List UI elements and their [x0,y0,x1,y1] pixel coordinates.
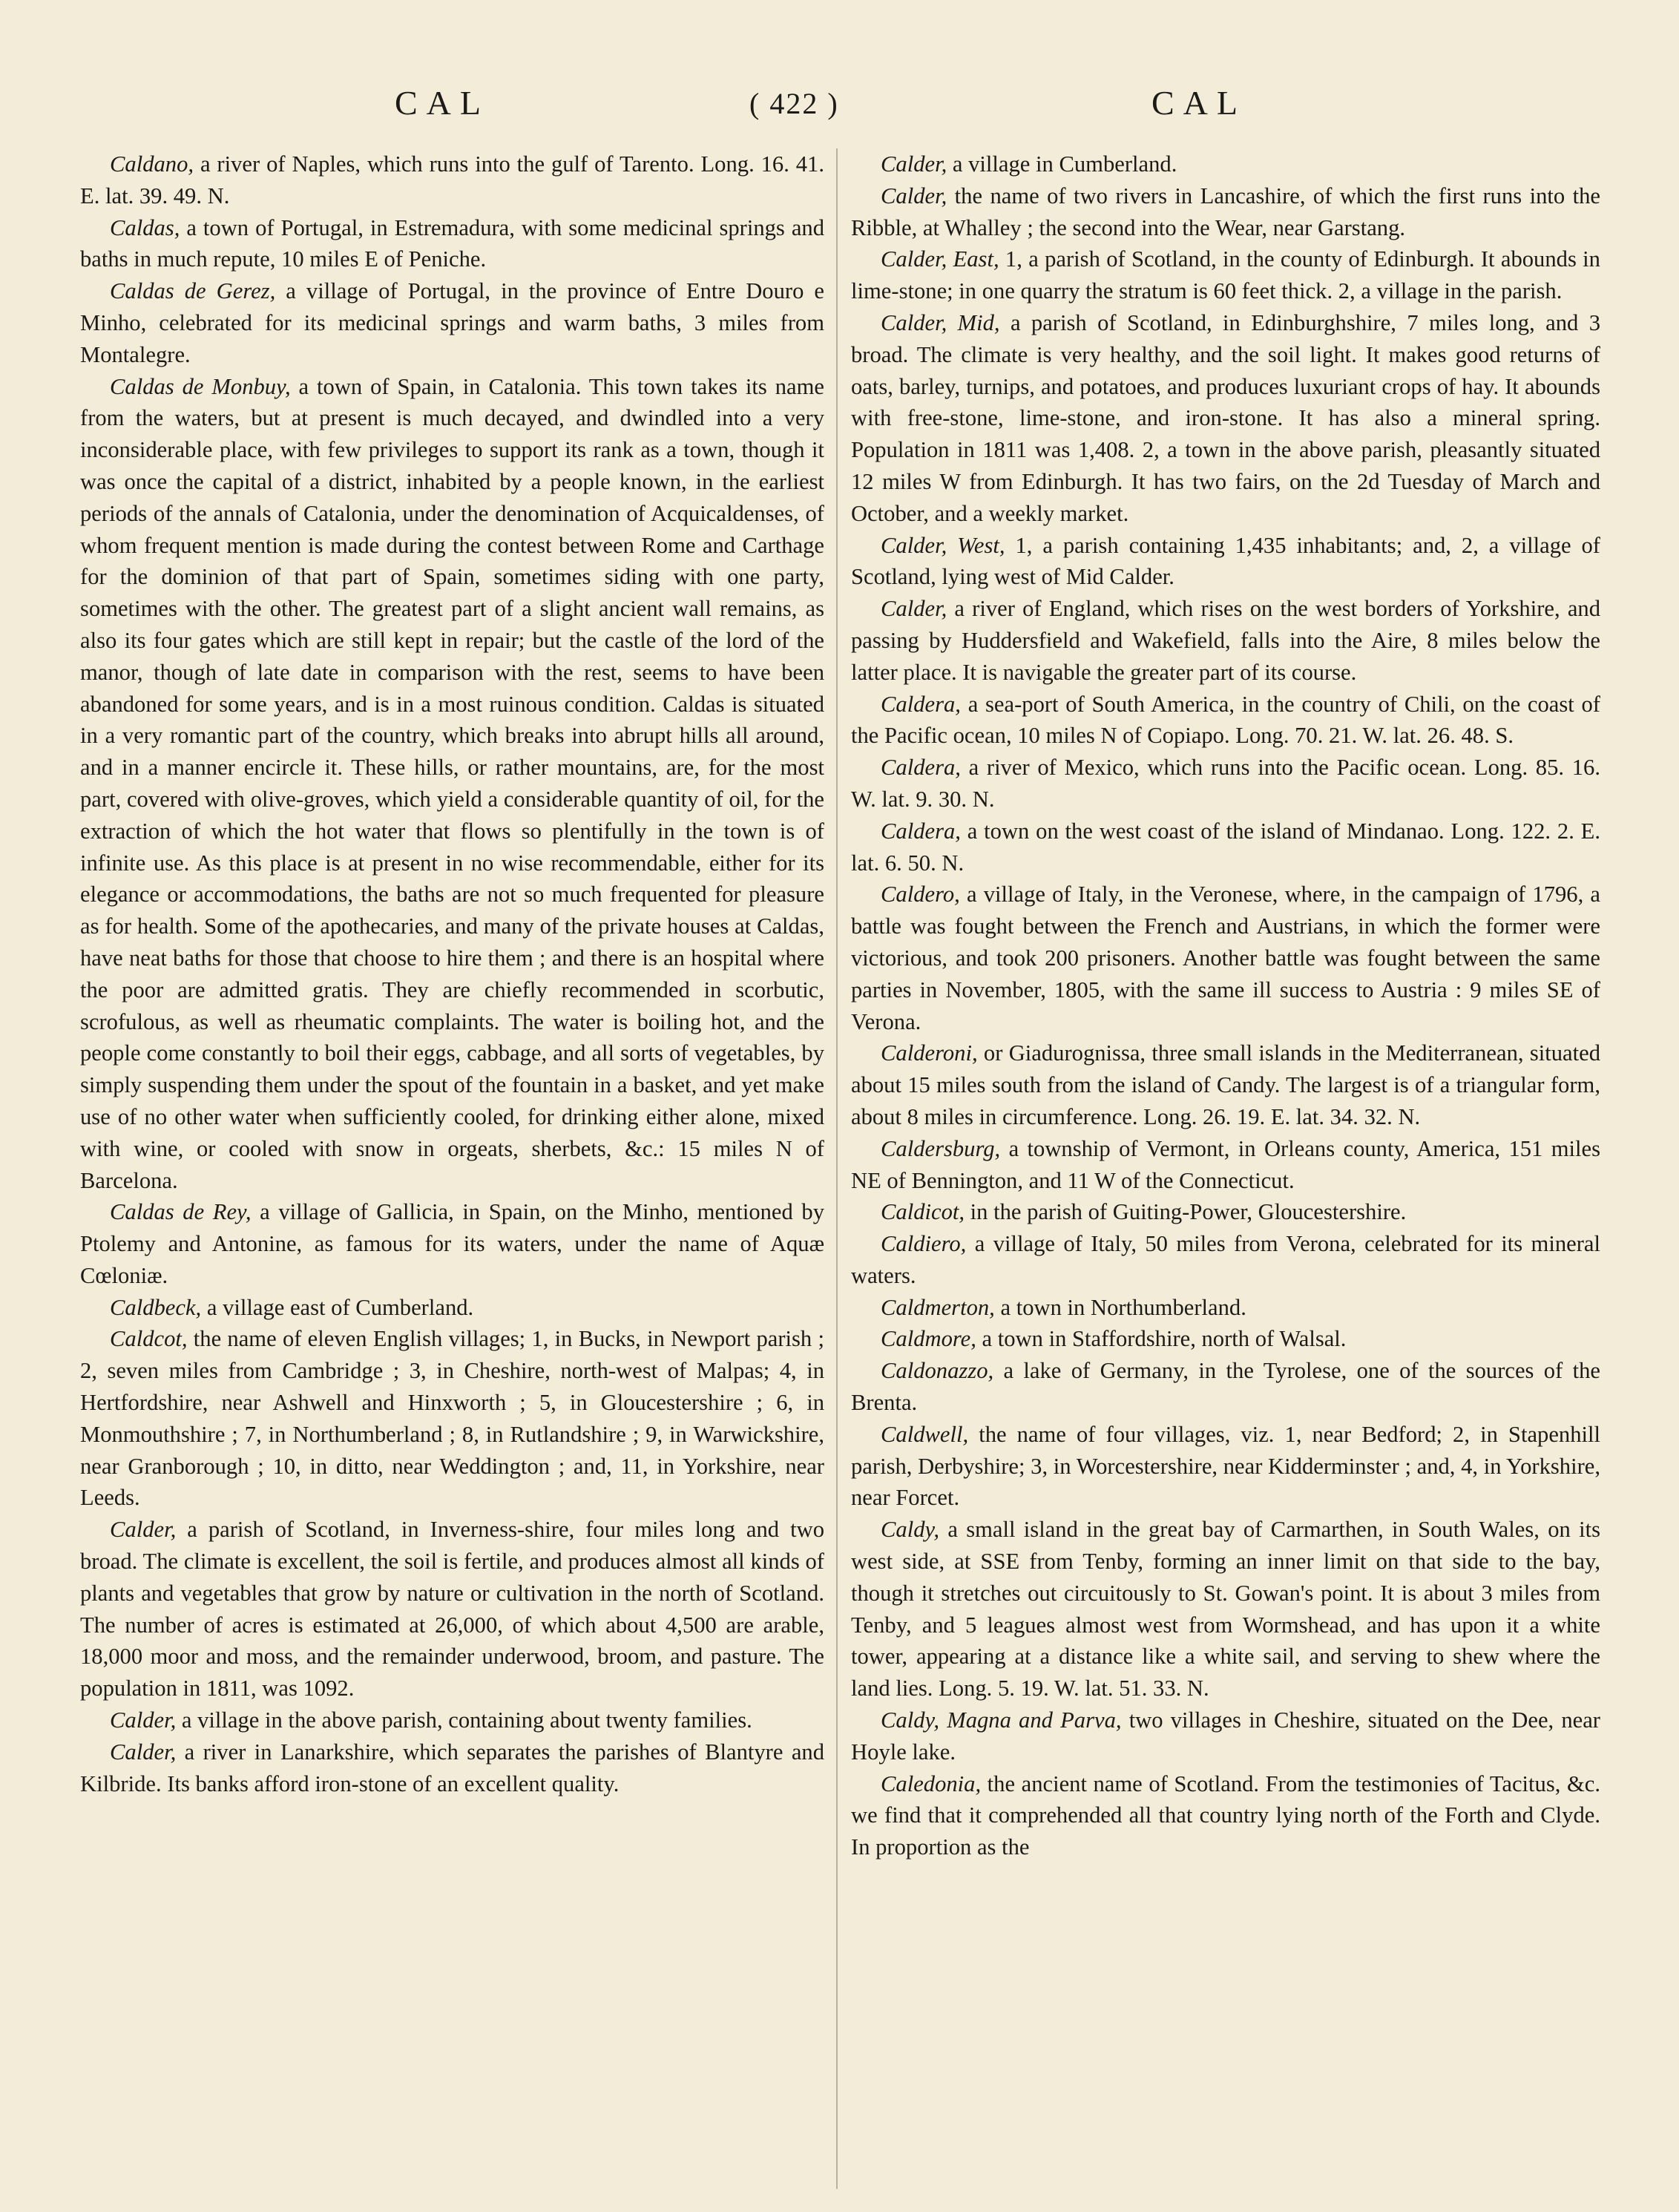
entry [851,1196,1600,1228]
entry [851,307,1600,530]
headword: Calder, [110,1517,177,1543]
headword: Caldicot, [881,1199,965,1225]
entry-text: a river of England, which rises on the west borders of Yorkshire, and passing by Huddersfield and Wakefield, falls into the Aire, 8 miles below the latter place. It is navigable the greater part of its course. [851,596,1600,685]
headword: Caldera, [881,755,961,781]
headword: Caldera, [881,691,961,717]
entry [80,1196,824,1291]
entry-text: two villages in Cheshire, situated on the Dee, near Hoyle lake. [851,1707,1600,1765]
entry-text: a lake of Germany, in the Tyrolese, one of the sources of the Brenta. [851,1358,1600,1416]
entry-text: the ancient name of Scotland. From the testimonies of Tacitus, &c. we find that it comprehended all that country lying north of the Forth and Clyde. In proportion as the [851,1770,1600,1860]
entry-text: a small island in the great bay of Carmarthen, in South Wales, on its west side, at SSE from Tenby, forming an inner limit on that side to the bay, though it stretches out circuitously to St. Gowan's point. It is about 3 miles from Tenby, and 5 leagues almost west from Wormshead, and has upon it a white tower, appearing at a distance like a white sail, and serving to shew where the land lies. Long. 5. 19. W. lat. 51. 33. N. [851,1517,1600,1701]
headword: Caldmore, [881,1326,976,1352]
entry [80,371,824,1197]
entry [851,593,1600,688]
entry [80,148,824,212]
headword: Calder, [881,183,947,209]
entry [851,180,1600,244]
headword: Caldmerton, [881,1294,995,1320]
headword: Calder, [110,1707,177,1733]
entry-text: a river of Naples, which runs into the gulf of Tarento. Long. 16. 41. E. lat. 39. 49. N. [80,151,824,209]
entry-text: a town on the west coast of the island of Mindanao. Long. 122. 2. E. lat. 6. 50. N. [851,818,1600,876]
entry [851,1768,1600,1863]
headword: Calder, West, [881,532,1005,558]
left-column [80,148,824,1799]
entry-text: the name of eleven English villages; 1, in Bucks, in Newport parish ; 2, seven miles from Cambridge ; 3, in Cheshire, north-west of Malpas; 4, in Hertfordshire, near Ashwell and Hinxworth ; 5, in Gloucestershire ; 6, in Monmouthshire ; 7, in Northumberland ; 8, in Rutlandshire ; 9, in Warwickshire, near Granborough ; 10, in ditto, near Weddington ; and, 11, in Yorkshire, near Leeds. [80,1326,824,1511]
headword: Caldwell, [881,1421,969,1447]
headword: Caldonazzo, [881,1358,994,1384]
entry [80,1323,824,1514]
entry [851,1133,1600,1197]
entry-text: 1, a parish containing 1,435 inhabitants; and, 2, a village of Scotland, lying west of Mid Calder. [851,532,1600,590]
headword: Caldano, [110,151,194,177]
headword: Calder, [881,151,947,177]
headword: Calderoni, [881,1040,978,1066]
entry [851,1037,1600,1132]
entry-text: a village of Italy, 50 miles from Verona, celebrated for its mineral waters. [851,1231,1600,1288]
entry-text: or Giadurognissa, three small islands in the Mediterranean, situated about 15 miles south from the island of Candy. The largest is of a triangular form, about 8 miles in circumference. Long. 26. 19. E. lat. 34. 32. N. [851,1040,1600,1129]
headword: Caldas de Gerez, [110,278,276,304]
entry-text: the name of two rivers in Lancashire, of which the first runs into the Ribble, at Whalley ; the second into the Wear, near Garstang. [851,183,1600,240]
entry-text: a village in Cumberland. [947,151,1177,177]
entry-text: a parish of Scotland, in Edinburghshire, 7 miles long, and 3 broad. The climate is very healthy, and the soil light. It makes good returns of oats, barley, turnips, and potatoes, and produces luxuriant crops of hay. It abounds with free-stone, lime-stone, and iron-stone. It has also a mineral spring. Population in 1811 was 1,408. 2, a town in the above parish, pleasantly situated 12 miles W from Edinburgh. It has two fairs, on the 2d Tuesday of March and October, and a weekly market. [851,309,1600,526]
entry [851,1228,1600,1292]
entry [851,243,1600,307]
entry-text: a town in Northumberland. [994,1294,1246,1320]
entry [80,212,824,276]
entry [851,1323,1600,1355]
headword: Caldas de Monbuy, [110,373,291,399]
headword: Caldas de Rey, [110,1199,252,1225]
headword: Caldera, [881,818,961,844]
entry [851,1419,1600,1514]
entry [851,1704,1600,1768]
entry-text: a village east of Cumberland. [201,1294,474,1320]
entry [851,1514,1600,1704]
entry [851,1292,1600,1324]
headword: Caldersburg, [881,1135,1001,1161]
entry [851,815,1600,879]
entry [851,530,1600,594]
headword: Calder, Mid, [881,309,1000,335]
entry-text: a river of Mexico, which runs into the Pacific ocean. Long. 85. 16. W. lat. 9. 30. N. [851,755,1600,812]
entry-text: a town of Spain, in Catalonia. This town takes its name from the waters, but at present is much decayed, and dwindled into a very inconsiderable place, with few privileges to support its rank as a town, though it was once the capital of a district, inhabited by a people known, in the earliest periods of the annals of Catalonia, under the denomination of Acquicaldenses, of whom frequent mention is made during the contest between Rome and Carthage for the dominion of that part of Spain, sometimes siding with one party, sometimes with the other. The greatest part of a slight ancient wall remains, as also its four gates which are still kept in repair; but the castle of the lord of the manor, though of late date in comparison with the rest, seems to have been abandoned for some years, and is in a most ruinous condition. Caldas is situated in a very romantic part of the country, which breaks into abrupt hills all around, and in a manner encircle it. These hills, or rather mountains, are, for the most part, covered with olive-groves, which yield a considerable quantity of oil, for the extraction of which the hot water that flows so plentifully in the town is of infinite use. As this place is at present in no wise recommendable, either for its elegance or accommodations, the baths are not so much frequented for pleasure as for health. Some of the apothecaries, and many of the private houses at Caldas, have neat baths for those that choose to hire them ; and there is an hospital where the poor are admitted gratis. They are chiefly recommended in scorbutic, scrofulous, as well as rheumatic complaints. The water is boiling hot, and the people come constantly to boil their eggs, cabbage, and all sorts of vegetables, by simply suspending them under the spout of the fountain in a basket, and yet make use of no other water when sufficiently cooled, for drinking either alone, mixed with wine, or cooled with snow in orgeats, sherbets, &c.: 15 miles N of Barcelona. [80,373,824,1193]
entry-text: a village in the above parish, containing about twenty families. [176,1707,752,1733]
entry-text: a sea-port of South America, in the country of Chili, on the coast of the Pacific ocean, 10 miles N of Copiapo. Long. 70. 21. W. lat. 26. 48. S. [851,691,1600,749]
entry-text: a village of Italy, in the Veronese, where, in the campaign of 1796, a battle was fought between the French and Austrians, in which the former were victorious, and took 200 prisoners. Another battle was fought between the same parties in November, 1805, with the same ill success to Austria : 9 miles SE of Verona. [851,882,1600,1034]
entry [80,275,824,370]
column-divider [836,148,838,2189]
headword: Calder, East, [881,246,999,272]
headword: Caldy, [881,1517,940,1543]
entry-text: a town of Portugal, in Estremadura, with some medicinal springs and baths in much repute, 10 miles E of Peniche. [80,214,824,272]
page-number: ( 422 ) [749,87,839,120]
entry-text: 1, a parish of Scotland, in the county of Edinburgh. It abounds in lime-stone; in one quarry the stratum is 60 feet thick. 2, a village in the parish. [851,246,1600,304]
headword: Calder, [110,1739,177,1765]
entry [80,1292,824,1324]
running-head-left: CAL [395,84,490,122]
headword: Caldcot, [110,1326,188,1352]
entry [80,1736,824,1800]
headword: Caldas, [110,214,180,240]
headword: Caldy, Magna and Parva, [881,1707,1122,1733]
entry-text: the name of four villages, viz. 1, near Bedford; 2, in Stapenhill parish, Derbyshire; 3, in Worcestershire, near Kidderminster ; and, 4, in Yorkshire, near Forcet. [851,1421,1600,1511]
entry [851,879,1600,1037]
headword: Caldbeck, [110,1294,202,1320]
headword: Calder, [881,596,947,622]
headword: Caldiero, [881,1231,967,1257]
entry-text: a river in Lanarkshire, which separates the parishes of Blantyre and Kilbride. Its banks afford iron-stone of an excellent quality. [80,1739,824,1796]
headword: Caldero, [881,882,960,908]
entry-text: a village of Portugal, in the province of Entre Douro e Minho, celebrated for its medicinal springs and warm baths, 3 miles from Montalegre. [80,278,824,367]
entry [851,1355,1600,1419]
right-column [851,148,1600,1863]
entry [80,1514,824,1704]
entry-text: a township of Vermont, in Orleans county, America, 151 miles NE of Bennington, and 11 W of the Connecticut. [851,1135,1600,1193]
headword: Caledonia, [881,1770,982,1796]
entry-text: a parish of Scotland, in Inverness-shire, four miles long and two broad. The climate is excellent, the soil is fertile, and produces almost all kinds of plants and vegetables that grow by nature or cultivation in the north of Scotland. The number of acres is estimated at 26,000, of which about 4,500 are arable, 18,000 moor and moss, and the remainder underwood, broom, and pasture. The population in 1811, was 1092. [80,1517,824,1701]
entry-text: in the parish of Guiting-Power, Gloucestershire. [965,1199,1407,1225]
entry-text: a town in Staffordshire, north of Walsal. [976,1326,1347,1352]
running-head-right: CAL [1151,84,1246,122]
entry [851,148,1600,180]
entry [80,1704,824,1736]
entry-text: a village of Gallicia, in Spain, on the Minho, mentioned by Ptolemy and Antonine, as famous for its waters, under the name of Aquæ Cœloniæ. [80,1199,824,1288]
entry [851,689,1600,752]
entry [851,752,1600,815]
